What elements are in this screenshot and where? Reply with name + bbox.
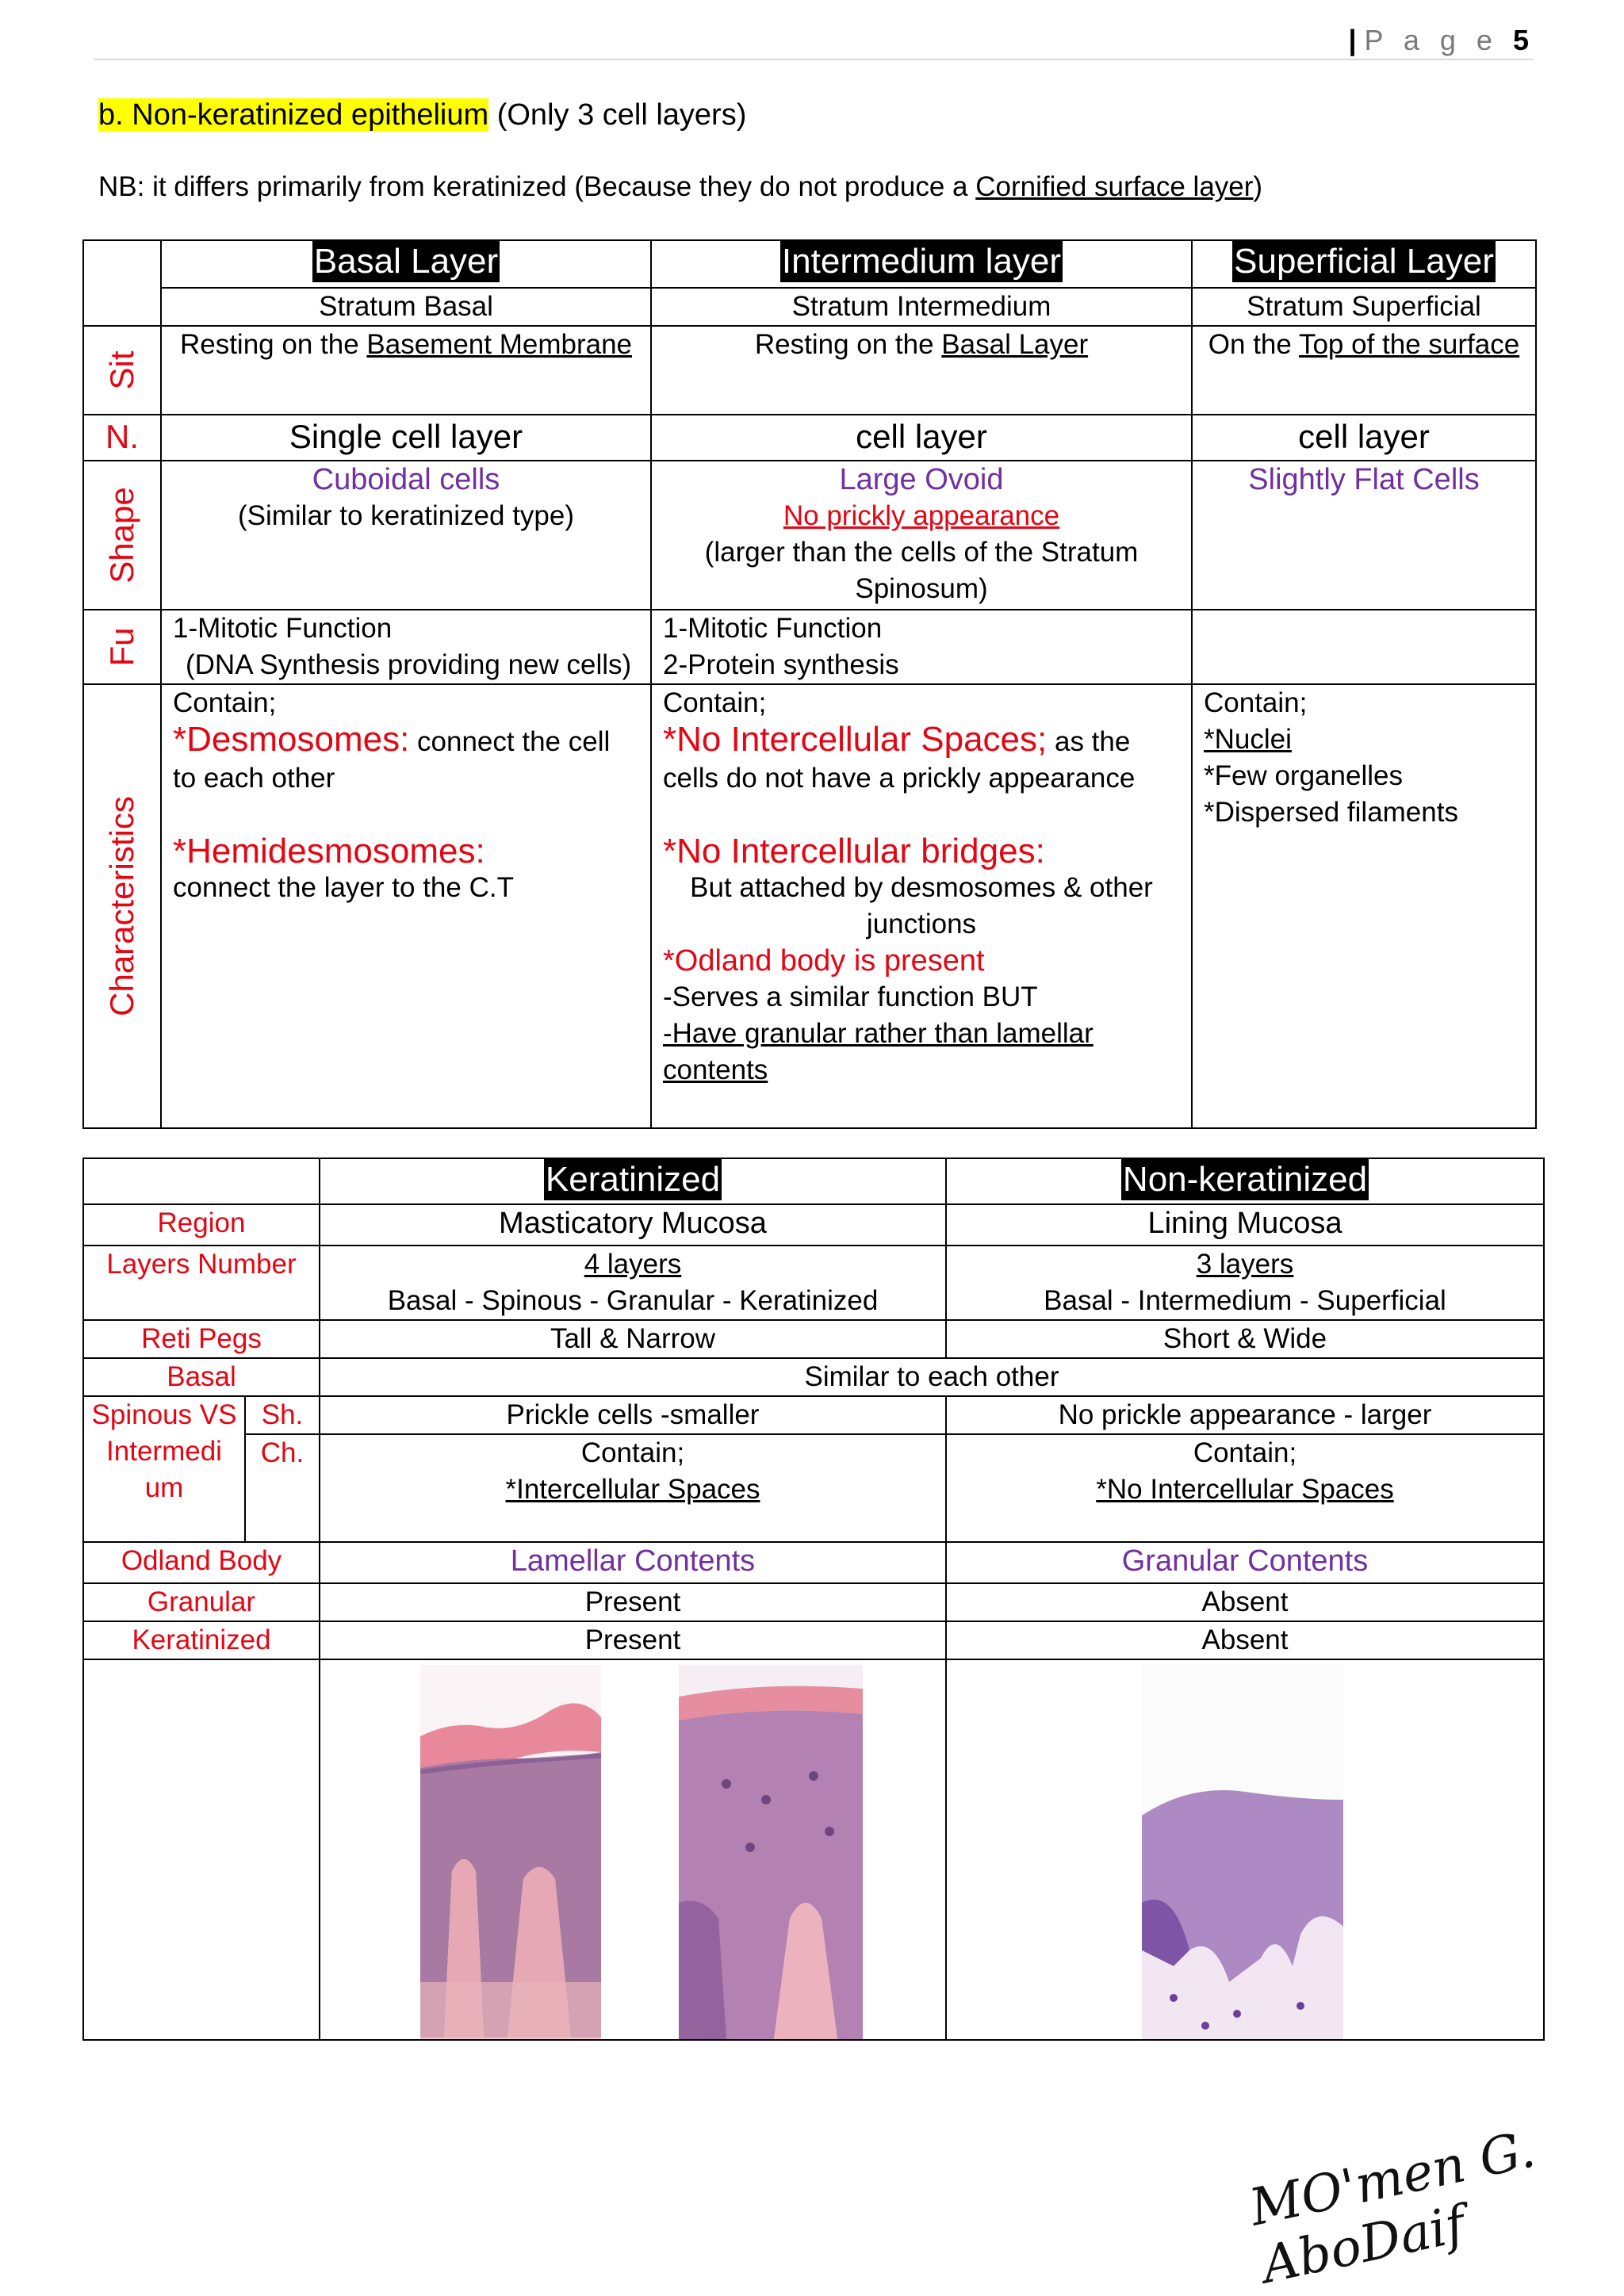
fu-intermedium: 1-Mitotic Function 2-Protein synthesis <box>651 610 1192 684</box>
layers-non-keratinized: 3 layers Basal - Intermedium - Superficial <box>946 1246 1544 1320</box>
row-label-ch: Ch. <box>245 1434 320 1542</box>
row-label-odland: Odland Body <box>83 1542 320 1583</box>
char-basal: Contain; *Desmosomes: connect the cell to each other *Hemidesmosomes: connect the layer to the C.T <box>161 684 651 1128</box>
n-intermedium: cell layer <box>651 415 1192 461</box>
sh-keratinized: Prickle cells -smaller <box>320 1396 946 1434</box>
keratinized-keratinized: Present <box>320 1621 946 1659</box>
layers-table <box>82 239 1537 1129</box>
col-header-superficial: Superficial Layer <box>1234 242 1494 281</box>
col-header-basal: Basal Layer <box>313 242 499 281</box>
row-label-basal: Basal <box>83 1358 320 1396</box>
granular-non-keratinized: Absent <box>946 1583 1544 1621</box>
layers-keratinized: 4 layers Basal - Spinous - Granular - Keratinized <box>320 1246 946 1320</box>
reti-keratinized: Tall & Narrow <box>320 1320 946 1358</box>
sh-non-keratinized: No prickle appearance - larger <box>946 1396 1544 1434</box>
fu-basal: 1-Mitotic Function (DNA Synthesis providing new cells) <box>161 610 651 684</box>
row-label-shape: Shape <box>83 461 161 610</box>
histology-image-keratinized-2 <box>679 1665 863 2039</box>
latin-intermedium: Stratum Intermedium <box>651 288 1192 326</box>
region-keratinized: Masticatory Mucosa <box>320 1204 946 1246</box>
region-non-keratinized: Lining Mucosa <box>946 1204 1544 1246</box>
sit-basal: Resting on the Basement Membrane <box>161 326 651 415</box>
section-title: b. Non-keratinized epithelium (Only 3 cell layers) <box>98 98 747 132</box>
row-label-layers: Layers Number <box>83 1246 320 1320</box>
shape-basal: Cuboidal cells (Similar to keratinized type) <box>161 461 651 610</box>
page-header <box>94 19 1534 60</box>
row-label-sh: Sh. <box>245 1396 320 1434</box>
reti-non-keratinized: Short & Wide <box>946 1320 1544 1358</box>
latin-superficial: Stratum Superficial <box>1192 288 1536 326</box>
n-basal: Single cell layer <box>161 415 651 461</box>
histology-image-non-keratinized <box>1142 1665 1343 2039</box>
odland-keratinized: Lamellar Contents <box>320 1542 946 1583</box>
col-header-intermedium: Intermedium layer <box>781 242 1062 281</box>
keratinized-non-keratinized: Absent <box>946 1621 1544 1659</box>
sit-intermedium: Resting on the Basal Layer <box>651 326 1192 415</box>
row-label-granular: Granular <box>83 1583 320 1621</box>
row-label-fu: Fu <box>83 610 161 684</box>
page-number: | P a g e 5 <box>1348 24 1529 56</box>
n-superficial: cell layer <box>1192 415 1536 461</box>
author-signature: MO'men G. AboDaif <box>1244 2120 1541 2296</box>
shape-superficial: Slightly Flat Cells <box>1192 461 1536 610</box>
note: NB: it differs primarily from keratinized (Because they do not produce a Cornified surface layer) <box>98 171 1263 202</box>
row-label-sit: Sit <box>83 326 161 415</box>
basal-both: Similar to each other <box>320 1358 1544 1396</box>
sit-superficial: On the Top of the surface <box>1192 326 1536 415</box>
row-label-n: N. <box>83 415 161 461</box>
row-label-spinous-vs-intermedium: Spinous VS Intermedi um <box>83 1396 245 1542</box>
col-header-keratinized: Keratinized <box>545 1160 721 1199</box>
char-superficial: Contain; *Nuclei *Few organelles *Dispersed filaments <box>1192 684 1536 1128</box>
odland-non-keratinized: Granular Contents <box>946 1542 1544 1583</box>
granular-keratinized: Present <box>320 1583 946 1621</box>
row-label-characteristics: Characteristics <box>83 684 161 1128</box>
col-header-non-keratinized: Non-keratinized <box>1122 1160 1368 1199</box>
shape-intermedium: Large Ovoid No prickly appearance (larger than the cells of the Stratum Spinosum) <box>651 461 1192 610</box>
row-label-reti-pegs: Reti Pegs <box>83 1320 320 1358</box>
ch-keratinized: Contain; *Intercellular Spaces <box>320 1434 946 1542</box>
latin-basal: Stratum Basal <box>161 288 651 326</box>
ch-non-keratinized: Contain; *No Intercellular Spaces <box>946 1434 1544 1542</box>
row-label-region: Region <box>83 1204 320 1246</box>
row-label-keratinized: Keratinized <box>83 1621 320 1659</box>
char-intermedium: Contain; *No Intercellular Spaces; as the cells do not have a prickly appearance *No Intercellular bridges: But attached by desmosomes & other junctions *Odland body is present -Serves a similar function BUT -Have granular rather than lamellar contents <box>651 684 1192 1128</box>
histology-image-keratinized-1 <box>420 1665 601 2039</box>
